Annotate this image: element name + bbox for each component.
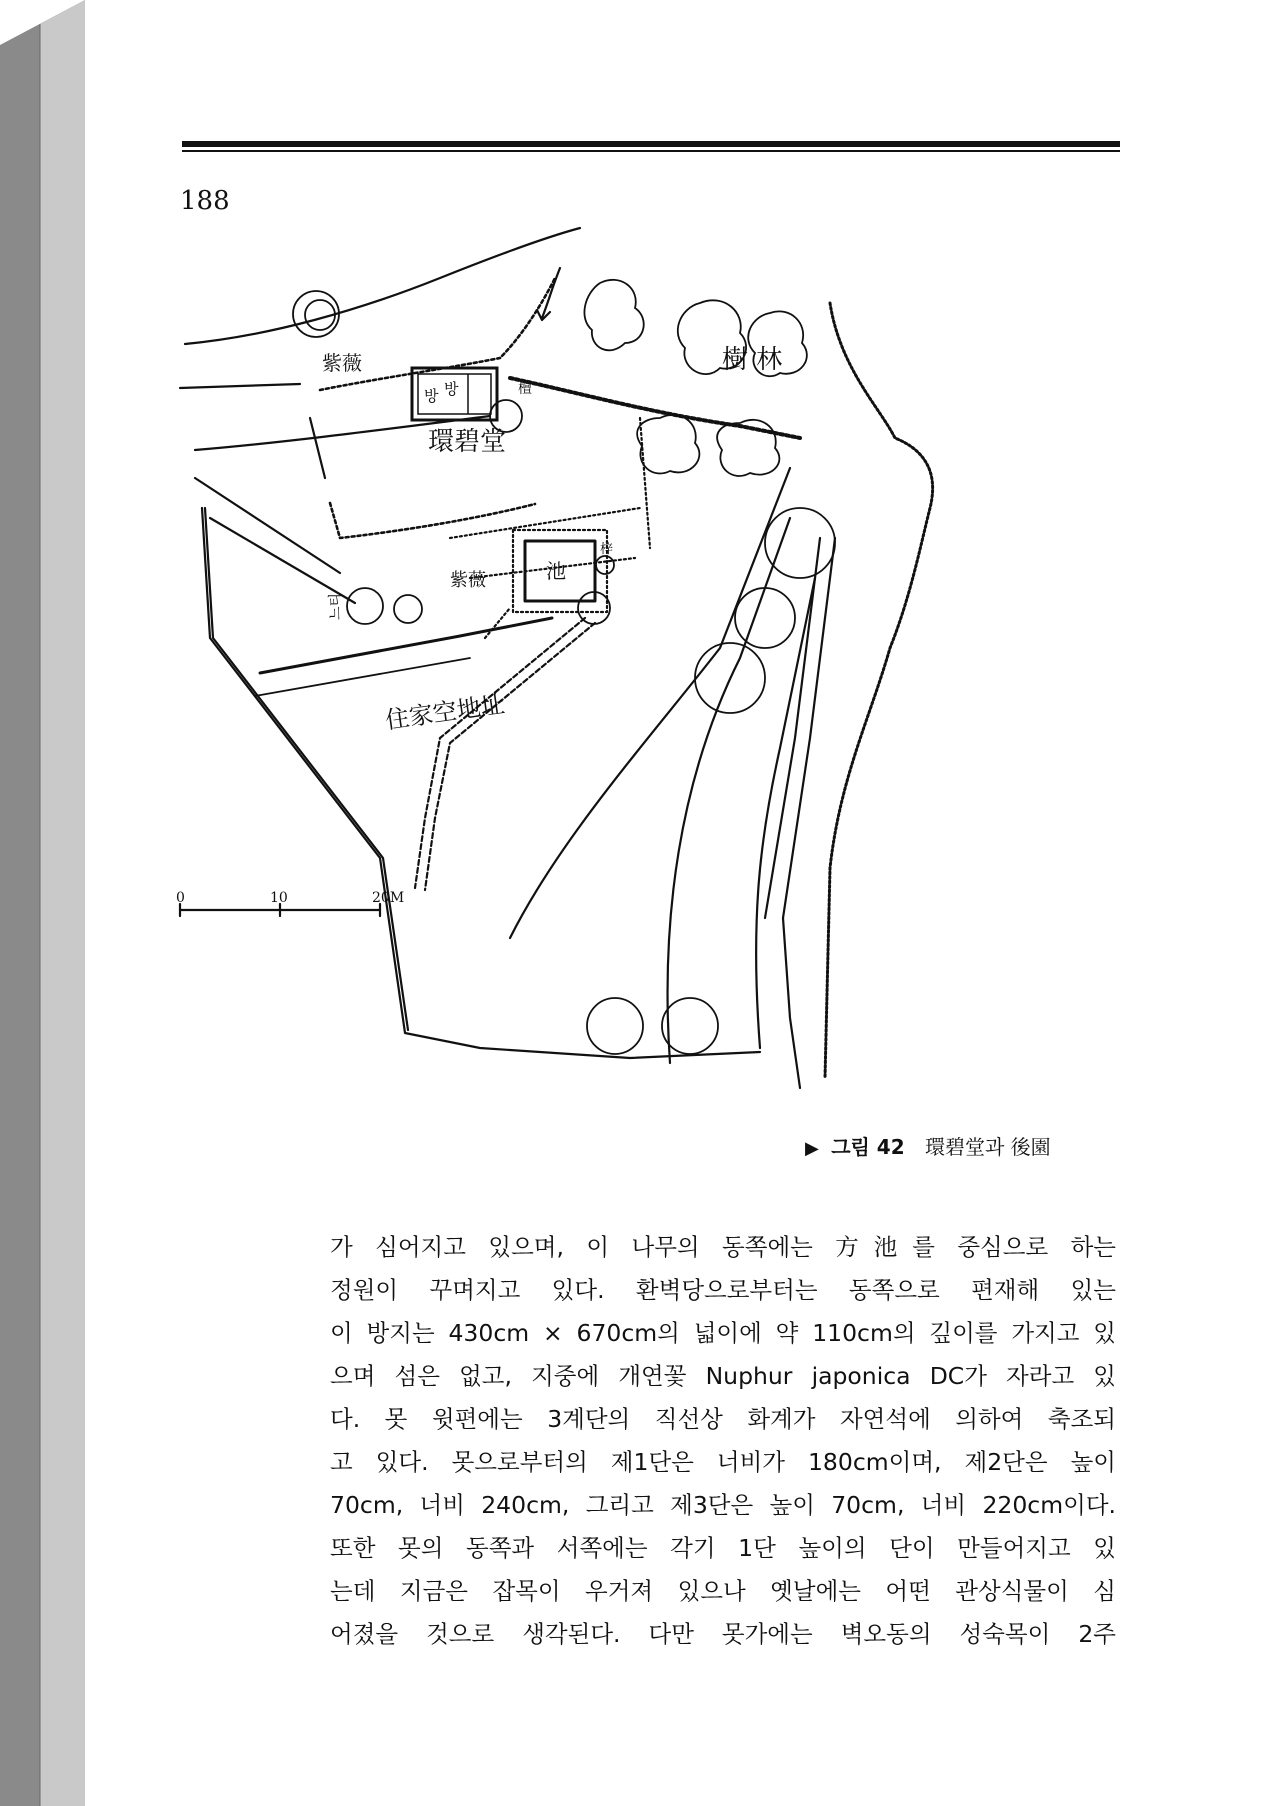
scale-tick-0: 0 <box>176 890 185 906</box>
body-line: 이 방지는 430cm × 670cm의 넓이에 약 110cm의 깊이를 가지고 있 <box>330 1319 1116 1347</box>
label-room-2: 방 <box>444 380 459 398</box>
body-text <box>330 1226 1116 1656</box>
caption-marker: ▶ <box>805 1138 819 1159</box>
label-house-site: 住家空地址 <box>383 690 507 735</box>
body-line: 70cm, 너비 240cm, 그리고 제3단은 높이 70cm, 너비 220cm이다. <box>330 1491 1116 1519</box>
label-forest: 樹 林 <box>722 345 783 375</box>
header-rule-thin <box>182 150 1120 152</box>
body-line: 다. 못 윗편에는 3계단의 직선상 화계가 자연석에 의하여 축조되 <box>330 1405 1116 1433</box>
body-line: 는데 지금은 잡목이 우거져 있으나 옛날에는 어떤 관상식물이 심 <box>330 1577 1116 1605</box>
label-zelkova: 느티 <box>328 592 344 620</box>
book-spine <box>0 0 85 1806</box>
header-rule-thick <box>182 141 1120 147</box>
label-tree-pond: 梓 <box>600 542 614 557</box>
page-number: 188 <box>180 186 230 216</box>
label-room-1: 방 <box>424 387 439 405</box>
body-line: 어졌을 것으로 생각된다. 다만 못가에는 벽오동의 성숙목이 2주 <box>330 1620 1116 1648</box>
label-tree-small: 檀 <box>518 381 532 397</box>
body-line: 또한 못의 동쪽과 서쪽에는 각기 1단 높이의 단이 만들어지고 있 <box>330 1534 1116 1562</box>
body-line: 가 심어지고 있으며, 이 나무의 동쪽에는 方池를 중심으로 하는 <box>330 1233 1116 1261</box>
caption-label: 그림 42 <box>831 1135 905 1159</box>
body-line: 으며 섬은 없고, 지중에 개연꽃 Nuphur japonica DC가 자라고 있 <box>330 1362 1116 1390</box>
body-line: 고 있다. 못으로부터의 제1단은 너비가 180cm이며, 제2단은 높이 <box>330 1448 1116 1476</box>
scale-tick-10: 10 <box>270 890 288 906</box>
label-building: 環碧堂 <box>428 427 507 457</box>
figure-caption <box>805 1131 1051 1160</box>
caption-title: 環碧堂과 後園 <box>925 1135 1051 1159</box>
label-crape-myrtle-top: 紫薇 <box>322 351 362 375</box>
label-pond: 池 <box>546 559 566 583</box>
body-line: 정원이 꾸며지고 있다. 환벽당으로부터는 동쪽으로 편재해 있는 <box>330 1276 1116 1304</box>
label-crape-myrtle-mid: 紫薇 <box>450 570 486 591</box>
site-plan-figure <box>176 218 1120 1098</box>
scale-tick-20: 20M <box>372 890 405 906</box>
